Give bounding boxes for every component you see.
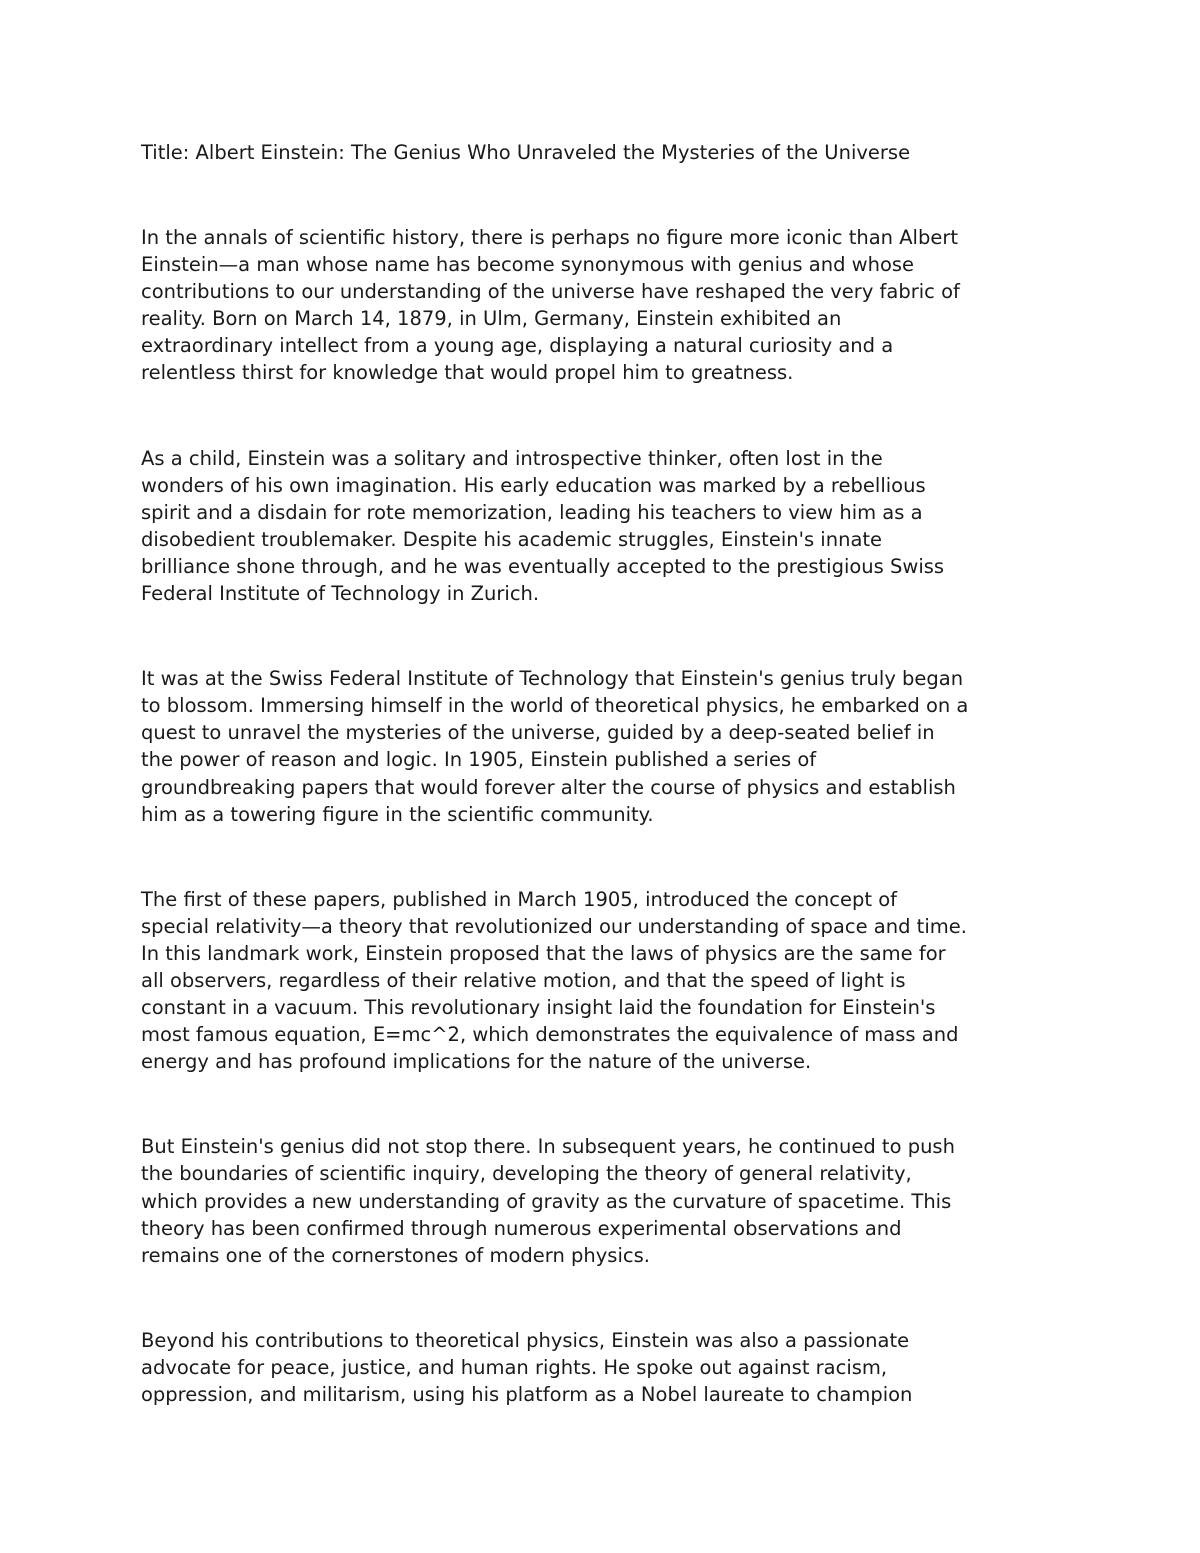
paragraph-2 bbox=[141, 445, 1071, 608]
text-line: him as a towering figure in the scientific community. bbox=[141, 802, 654, 826]
text-line: brilliance shone through, and he was eventually accepted to the prestigious Swiss bbox=[141, 554, 945, 578]
text-line: to blossom. Immersing himself in the world of theoretical physics, he embarked on a bbox=[141, 694, 969, 718]
document-title: Title: Albert Einstein: The Genius Who Unraveled the Mysteries of the Universe bbox=[141, 141, 911, 164]
text-line: special relativity—a theory that revolutionized our understanding of space and time. bbox=[141, 914, 967, 938]
text-line: But Einstein's genius did not stop there. In subsequent years, he continued to push bbox=[141, 1135, 955, 1159]
text-line: contributions to our understanding of the universe have reshaped the very fabric of bbox=[141, 280, 960, 304]
text-line: constant in a vacuum. This revolutionary insight laid the foundation for Einstein's bbox=[141, 996, 936, 1020]
text-line: It was at the Swiss Federal Institute of Technology that Einstein's genius truly began bbox=[141, 667, 964, 691]
text-line: Einstein—a man whose name has become synonymous with genius and whose bbox=[141, 253, 915, 277]
text-line: Federal Institute of Technology in Zurich. bbox=[141, 582, 540, 606]
text-line: groundbreaking papers that would forever alter the course of physics and establish bbox=[141, 775, 956, 799]
text-line: remains one of the cornerstones of modern physics. bbox=[141, 1243, 650, 1267]
text-line: spirit and a disdain for rote memorization, leading his teachers to view him as a bbox=[141, 500, 923, 524]
paragraph-3 bbox=[141, 665, 1071, 828]
text-line: disobedient troublemaker. Despite his academic struggles, Einstein's innate bbox=[141, 527, 883, 551]
text-line: In the annals of scientific history, there is perhaps no figure more iconic than Albert bbox=[141, 226, 959, 249]
text-line: The first of these papers, published in March 1905, introduced the concept of bbox=[141, 887, 897, 911]
text-line: quest to unravel the mysteries of the universe, guided by a deep-seated belief in bbox=[141, 721, 935, 745]
text-line: Beyond his contributions to theoretical physics, Einstein was also a passionate bbox=[141, 1328, 910, 1352]
text-line: In this landmark work, Einstein proposed that the laws of physics are the same for bbox=[141, 941, 946, 965]
text-line: advocate for peace, justice, and human rights. He spoke out against racism, bbox=[141, 1355, 888, 1379]
text-line: the boundaries of scientific inquiry, developing the theory of general relativity, bbox=[141, 1162, 912, 1186]
text-line: extraordinary intellect from a young age, displaying a natural curiosity and a bbox=[141, 334, 894, 358]
document-body bbox=[141, 139, 1071, 1408]
text-line: wonders of his own imagination. His early education was marked by a rebellious bbox=[141, 473, 926, 497]
paragraph-5 bbox=[141, 1133, 1071, 1268]
text-line: reality. Born on March 14, 1879, in Ulm, Germany, Einstein exhibited an bbox=[141, 307, 842, 331]
text-line: which provides a new understanding of gravity as the curvature of spacetime. This bbox=[141, 1189, 952, 1213]
text-line: all observers, regardless of their relative motion, and that the speed of light is bbox=[141, 968, 906, 992]
text-line: energy and has profound implications for the nature of the universe. bbox=[141, 1050, 812, 1074]
text-line: oppression, and militarism, using his platform as a Nobel laureate to champion bbox=[141, 1383, 913, 1406]
paragraph-6 bbox=[141, 1327, 1071, 1408]
text-line: the power of reason and logic. In 1905, Einstein published a series of bbox=[141, 748, 817, 772]
text-line: most famous equation, E=mc^2, which demonstrates the equivalence of mass and bbox=[141, 1023, 959, 1047]
text-line: theory has been confirmed through numerous experimental observations and bbox=[141, 1216, 902, 1240]
paragraph-1 bbox=[141, 224, 1071, 387]
text-line: As a child, Einstein was a solitary and introspective thinker, often lost in the bbox=[141, 446, 883, 470]
paragraph-4 bbox=[141, 886, 1071, 1076]
text-line: relentless thirst for knowledge that would propel him to greatness. bbox=[141, 361, 794, 385]
